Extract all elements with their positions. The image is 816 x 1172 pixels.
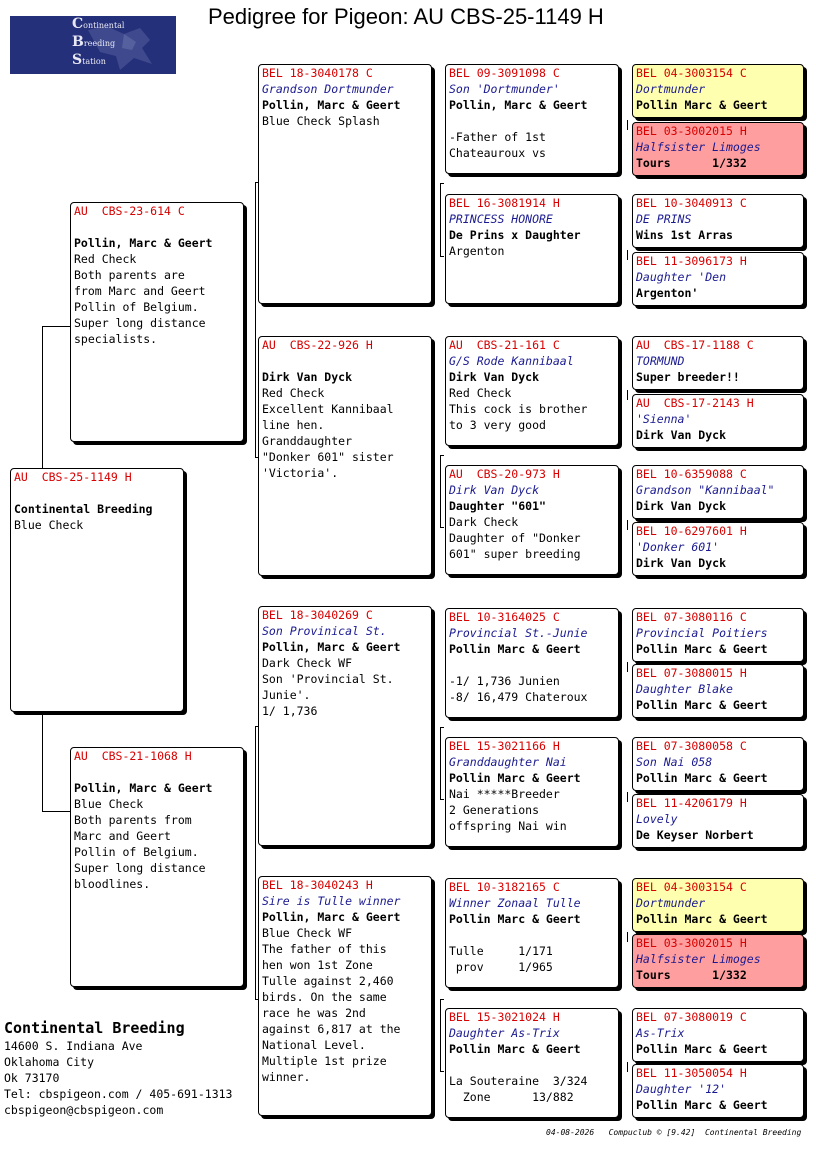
pigeon-name: PRINCESS HONORE (449, 212, 553, 226)
pigeon-name: Daughter Blake (636, 682, 733, 696)
info-line: 'Victoria'. (262, 466, 339, 480)
info-line: race he was 2nd (262, 1006, 366, 1020)
pigeon-name: Winner Zonaal Tulle (449, 896, 581, 910)
ring-number: BEL 11-4206179 H (636, 796, 747, 810)
pigeon-name: G/S Rode Kannibaal (449, 354, 574, 368)
info-line (446, 927, 618, 943)
owner-name: Pollin, Marc & Geert (262, 640, 401, 654)
info-line: against 6,817 at the (262, 1022, 401, 1036)
connector (440, 183, 444, 257)
info-line: hen won 1st Zone (262, 958, 373, 972)
ancestor-card[interactable] (632, 934, 804, 988)
great-grandparent-card[interactable] (445, 878, 619, 988)
logo-word-3: Station (72, 52, 106, 68)
result-line: Tours 1/332 (636, 968, 747, 982)
info-line: 601" super breeding (449, 547, 581, 561)
ring-number: BEL 11-3050054 H (636, 1066, 747, 1080)
owner-name: Argenton' (636, 286, 699, 300)
info-line: Pollin, Marc & Geert (74, 236, 213, 250)
info-line: Multiple 1st prize (262, 1054, 387, 1068)
ring-number: AU CBS-25-1149 H (14, 470, 132, 484)
ring-number: BEL 04-3003154 C (636, 66, 747, 80)
pigeon-name: Dortmunder (636, 82, 706, 96)
info-line: Daughter of "Donker (449, 531, 581, 545)
pigeon-name: Provincial St.-Junie (449, 626, 588, 640)
owner-name: Pollin Marc & Geert (636, 642, 768, 656)
great-grandparent-card[interactable] (445, 608, 619, 718)
address-line: Oklahoma City (4, 1055, 95, 1069)
ring-number: BEL 18-3040243 H (262, 878, 373, 892)
connector (627, 662, 631, 672)
info-line: Dark Check WF (262, 656, 353, 670)
info-line: Nai *****Breeder (449, 787, 560, 801)
info-line: Blue Check (14, 518, 84, 532)
info-line: from Marc and Geert (74, 284, 206, 298)
owner-name: Pollin, Marc & Geert (449, 98, 588, 112)
pigeon-name (259, 353, 431, 369)
grandparent-card[interactable] (258, 876, 432, 1116)
ancestor-card[interactable] (632, 122, 804, 176)
info-line: bloodlines. (74, 877, 151, 891)
connector (440, 727, 444, 800)
great-grandparent-card[interactable] (445, 737, 619, 847)
ring-number: AU CBS-21-161 C (449, 338, 560, 352)
grandparent-card[interactable] (258, 606, 432, 846)
info-line: Continental Breeding (14, 502, 153, 516)
page-title: Pedigree for Pigeon: AU CBS-25-1149 H (208, 4, 604, 29)
owner-name: Pollin Marc & Geert (636, 1098, 768, 1112)
info-line: 1/ 1,736 (262, 704, 318, 718)
ring-number: BEL 10-3182165 C (449, 880, 560, 894)
pigeon-name: 'Donker 601' (636, 540, 720, 554)
ring-number: AU CBS-23-614 C (74, 204, 185, 218)
info-line: Pollin of Belgium. (74, 845, 199, 859)
owner-name: Pollin Marc & Geert (449, 771, 581, 785)
connector (627, 520, 631, 530)
connector (627, 120, 631, 130)
ring-number: BEL 15-3021166 H (449, 739, 560, 753)
great-grandparent-card[interactable] (445, 194, 619, 304)
pigeon-name: Grandson Dortmunder (262, 82, 394, 96)
info-line: specialists. (74, 332, 158, 346)
connector (627, 1062, 631, 1072)
owner-name: Dirk Van Dyck (449, 370, 540, 384)
owner-name: Pollin Marc & Geert (636, 98, 768, 112)
address-line: Ok 73170 (4, 1071, 60, 1085)
info-line: offspring Nai win (449, 819, 567, 833)
ring-number: BEL 09-3091098 C (449, 66, 560, 80)
ancestor-card[interactable] (632, 664, 804, 718)
owner-name: Daughter "601" (449, 499, 546, 513)
connector (627, 792, 631, 802)
ring-number: BEL 07-3080058 C (636, 739, 747, 753)
great-grandparent-card[interactable] (445, 465, 619, 575)
owner-name: Pollin Marc & Geert (449, 1042, 581, 1056)
phone-line: Tel: cbspigeon.com / 405-691-1313 (4, 1087, 233, 1101)
ring-number: AU CBS-17-2143 H (636, 396, 754, 410)
info-line: Tulle against 2,460 (262, 974, 394, 988)
owner-name: De Keyser Norbert (636, 828, 754, 842)
info-line: This cock is brother (449, 402, 588, 416)
info-line: Red Check (74, 252, 137, 266)
info-line: to 3 very good (449, 418, 546, 432)
ancestor-card[interactable] (632, 522, 804, 576)
logo-word-2: Breeding (72, 34, 116, 50)
info-line: Both parents from (74, 813, 192, 827)
ancestor-card[interactable] (632, 1008, 804, 1062)
station-logo (10, 16, 176, 74)
info-line: line hen. (262, 418, 325, 432)
info-line: 2 Generations (449, 803, 540, 817)
subject-pigeon-card[interactable] (10, 468, 184, 712)
owner-name: Pollin Marc & Geert (636, 1042, 768, 1056)
info-line (71, 764, 243, 780)
pigeon-name: As-Trix (636, 1026, 685, 1040)
ancestor-card[interactable] (632, 1064, 804, 1118)
ancestor-card[interactable] (632, 737, 804, 791)
info-line: Pollin of Belgium. (74, 300, 199, 314)
info-line: -1/ 1,736 Junien (449, 674, 560, 688)
info-line: The father of this (262, 942, 387, 956)
info-line: Granddaughter (262, 434, 353, 448)
pigeon-name: Sire is Tulle winner (262, 894, 401, 908)
connector (627, 390, 631, 400)
info-line: Blue Check Splash (262, 114, 380, 128)
ring-number: BEL 07-3080019 C (636, 1010, 747, 1024)
info-line: "Donker 601" sister (262, 450, 394, 464)
pigeon-name: Daughter As-Trix (449, 1026, 560, 1040)
pigeon-name: Granddaughter Nai (449, 755, 567, 769)
info-line: Zone 13/882 (449, 1090, 574, 1104)
pigeon-name: 'Sienna' (636, 412, 692, 426)
print-footer: 04-08-2026 Compuclub © [9.42] Continental Breeding (546, 1128, 802, 1137)
address-line: 14600 S. Indiana Ave (4, 1039, 143, 1053)
ring-number: BEL 03-3002015 H (636, 936, 747, 950)
great-grandparent-card[interactable] (445, 336, 619, 446)
pigeon-name: Son Nai 058 (636, 755, 713, 769)
info-line: prov 1/965 (449, 960, 553, 974)
info-line: Blue Check (74, 797, 144, 811)
pigeon-name: Provincial Poitiers (636, 626, 768, 640)
owner-name: Dirk Van Dyck (636, 499, 727, 513)
pigeon-name: Daughter '12' (636, 1082, 727, 1096)
ring-number: BEL 10-6297601 H (636, 524, 747, 538)
owner-name: Dirk Van Dyck (636, 428, 727, 442)
owner-name: Pollin Marc & Geert (636, 771, 768, 785)
pigeon-name: Son Provinical St. (262, 624, 387, 638)
info-line: Pollin, Marc & Geert (74, 781, 213, 795)
great-grandparent-card[interactable] (445, 1008, 619, 1118)
logo-word-1: Continental (72, 16, 125, 32)
info-line: Super long distance (74, 861, 206, 875)
ancestor-card[interactable] (632, 64, 804, 118)
ring-number: AU CBS-17-1188 C (636, 338, 754, 352)
info-line: National Level. (262, 1038, 366, 1052)
ancestor-card[interactable] (632, 394, 804, 448)
pigeon-name: Lovely (636, 812, 678, 826)
owner-name: Wins 1st Arras (636, 228, 733, 242)
email-line: cbspigeon@cbspigeon.com (4, 1103, 164, 1117)
ring-number: BEL 07-3080015 H (636, 666, 747, 680)
ancestor-card[interactable] (632, 465, 804, 519)
info-line: Super long distance (74, 316, 206, 330)
result-line: Tours 1/332 (636, 156, 747, 170)
info-line: Blue Check WF (262, 926, 353, 940)
ring-number: BEL 18-3040269 C (262, 608, 373, 622)
owner-name: Pollin Marc & Geert (636, 912, 768, 926)
breeder-contact (4, 1018, 232, 1118)
connector (42, 712, 70, 812)
info-line: Red Check (449, 386, 512, 400)
connector (42, 326, 70, 468)
info-line (446, 113, 618, 129)
pigeon-name: Halfsister Limoges (636, 952, 761, 966)
breeder-name: Continental Breeding (4, 1019, 185, 1037)
info-line: Junie'. (262, 688, 311, 702)
connector (440, 999, 444, 1072)
connector (440, 455, 444, 528)
great-grandparent-card[interactable] (445, 64, 619, 174)
ancestor-card[interactable] (632, 252, 804, 306)
pigeon-name: Halfsister Limoges (636, 140, 761, 154)
ring-number: BEL 15-3021024 H (449, 1010, 560, 1024)
ring-number: BEL 10-3164025 C (449, 610, 560, 624)
grandparent-card[interactable] (258, 64, 432, 304)
info-line: La Souteraine 3/324 (449, 1074, 588, 1088)
ring-number: BEL 16-3081914 H (449, 196, 560, 210)
owner-name: Dirk Van Dyck (636, 556, 727, 570)
ring-number: AU CBS-22-926 H (262, 338, 373, 352)
ring-number: BEL 03-3002015 H (636, 124, 747, 138)
ring-number: BEL 10-3040913 C (636, 196, 747, 210)
ring-number: BEL 11-3096173 H (636, 254, 747, 268)
ring-number: AU CBS-21-1068 H (74, 749, 192, 763)
sire-card[interactable] (70, 202, 244, 442)
info-line (71, 219, 243, 235)
dam-card[interactable] (70, 747, 244, 987)
ancestor-card[interactable] (632, 194, 804, 248)
ancestor-card[interactable] (632, 608, 804, 662)
pigeon-name: Daughter 'Den (636, 270, 727, 284)
ring-number: BEL 18-3040178 C (262, 66, 373, 80)
info-line (446, 1057, 618, 1073)
owner-name: Pollin, Marc & Geert (262, 910, 401, 924)
grandparent-card[interactable] (258, 336, 432, 576)
owner-name: Pollin Marc & Geert (449, 912, 581, 926)
info-line: Marc and Geert (74, 829, 171, 843)
pigeon-name: Son 'Dortmunder' (449, 82, 560, 96)
owner-name: Pollin, Marc & Geert (262, 98, 401, 112)
ancestor-card[interactable] (632, 794, 804, 848)
ring-number: BEL 10-6359088 C (636, 467, 747, 481)
info-line: Son 'Provincial St. (262, 672, 394, 686)
pigeon-name: Grandson "Kannibaal" (636, 483, 775, 497)
info-line: -8/ 16,479 Chateroux (449, 690, 588, 704)
info-line: Excellent Kannibaal (262, 402, 394, 416)
ring-number: BEL 04-3003154 C (636, 880, 747, 894)
ring-number: BEL 07-3080116 C (636, 610, 747, 624)
owner-name: De Prins x Daughter (449, 228, 581, 242)
connector (627, 932, 631, 942)
ring-number: AU CBS-20-973 H (449, 467, 560, 481)
info-line: Dark Check (449, 515, 519, 529)
info-line (446, 657, 618, 673)
owner-name: Pollin Marc & Geert (636, 698, 768, 712)
owner-name: Pollin Marc & Geert (449, 642, 581, 656)
pigeon-name: TORMUND (636, 354, 685, 368)
connector (627, 250, 631, 260)
info-line: Argenton (449, 244, 505, 258)
pigeon-name: DE PRINS (636, 212, 692, 226)
pigeon-name: Dortmunder (636, 896, 706, 910)
info-line: -Father of 1st (449, 130, 546, 144)
ancestor-card[interactable] (632, 336, 804, 390)
info-line: birds. On the same (262, 990, 387, 1004)
owner-name: Dirk Van Dyck (262, 370, 353, 384)
owner-name: Super breeder!! (636, 370, 740, 384)
info-line (11, 485, 183, 501)
info-line: winner. (262, 1070, 311, 1084)
ancestor-card[interactable] (632, 878, 804, 932)
pigeon-name: Dirk Van Dyck (449, 483, 540, 497)
info-line: Red Check (262, 386, 325, 400)
info-line: Both parents are (74, 268, 185, 282)
info-line: Tulle 1/171 (449, 944, 553, 958)
info-line: Chateauroux vs (449, 146, 546, 160)
